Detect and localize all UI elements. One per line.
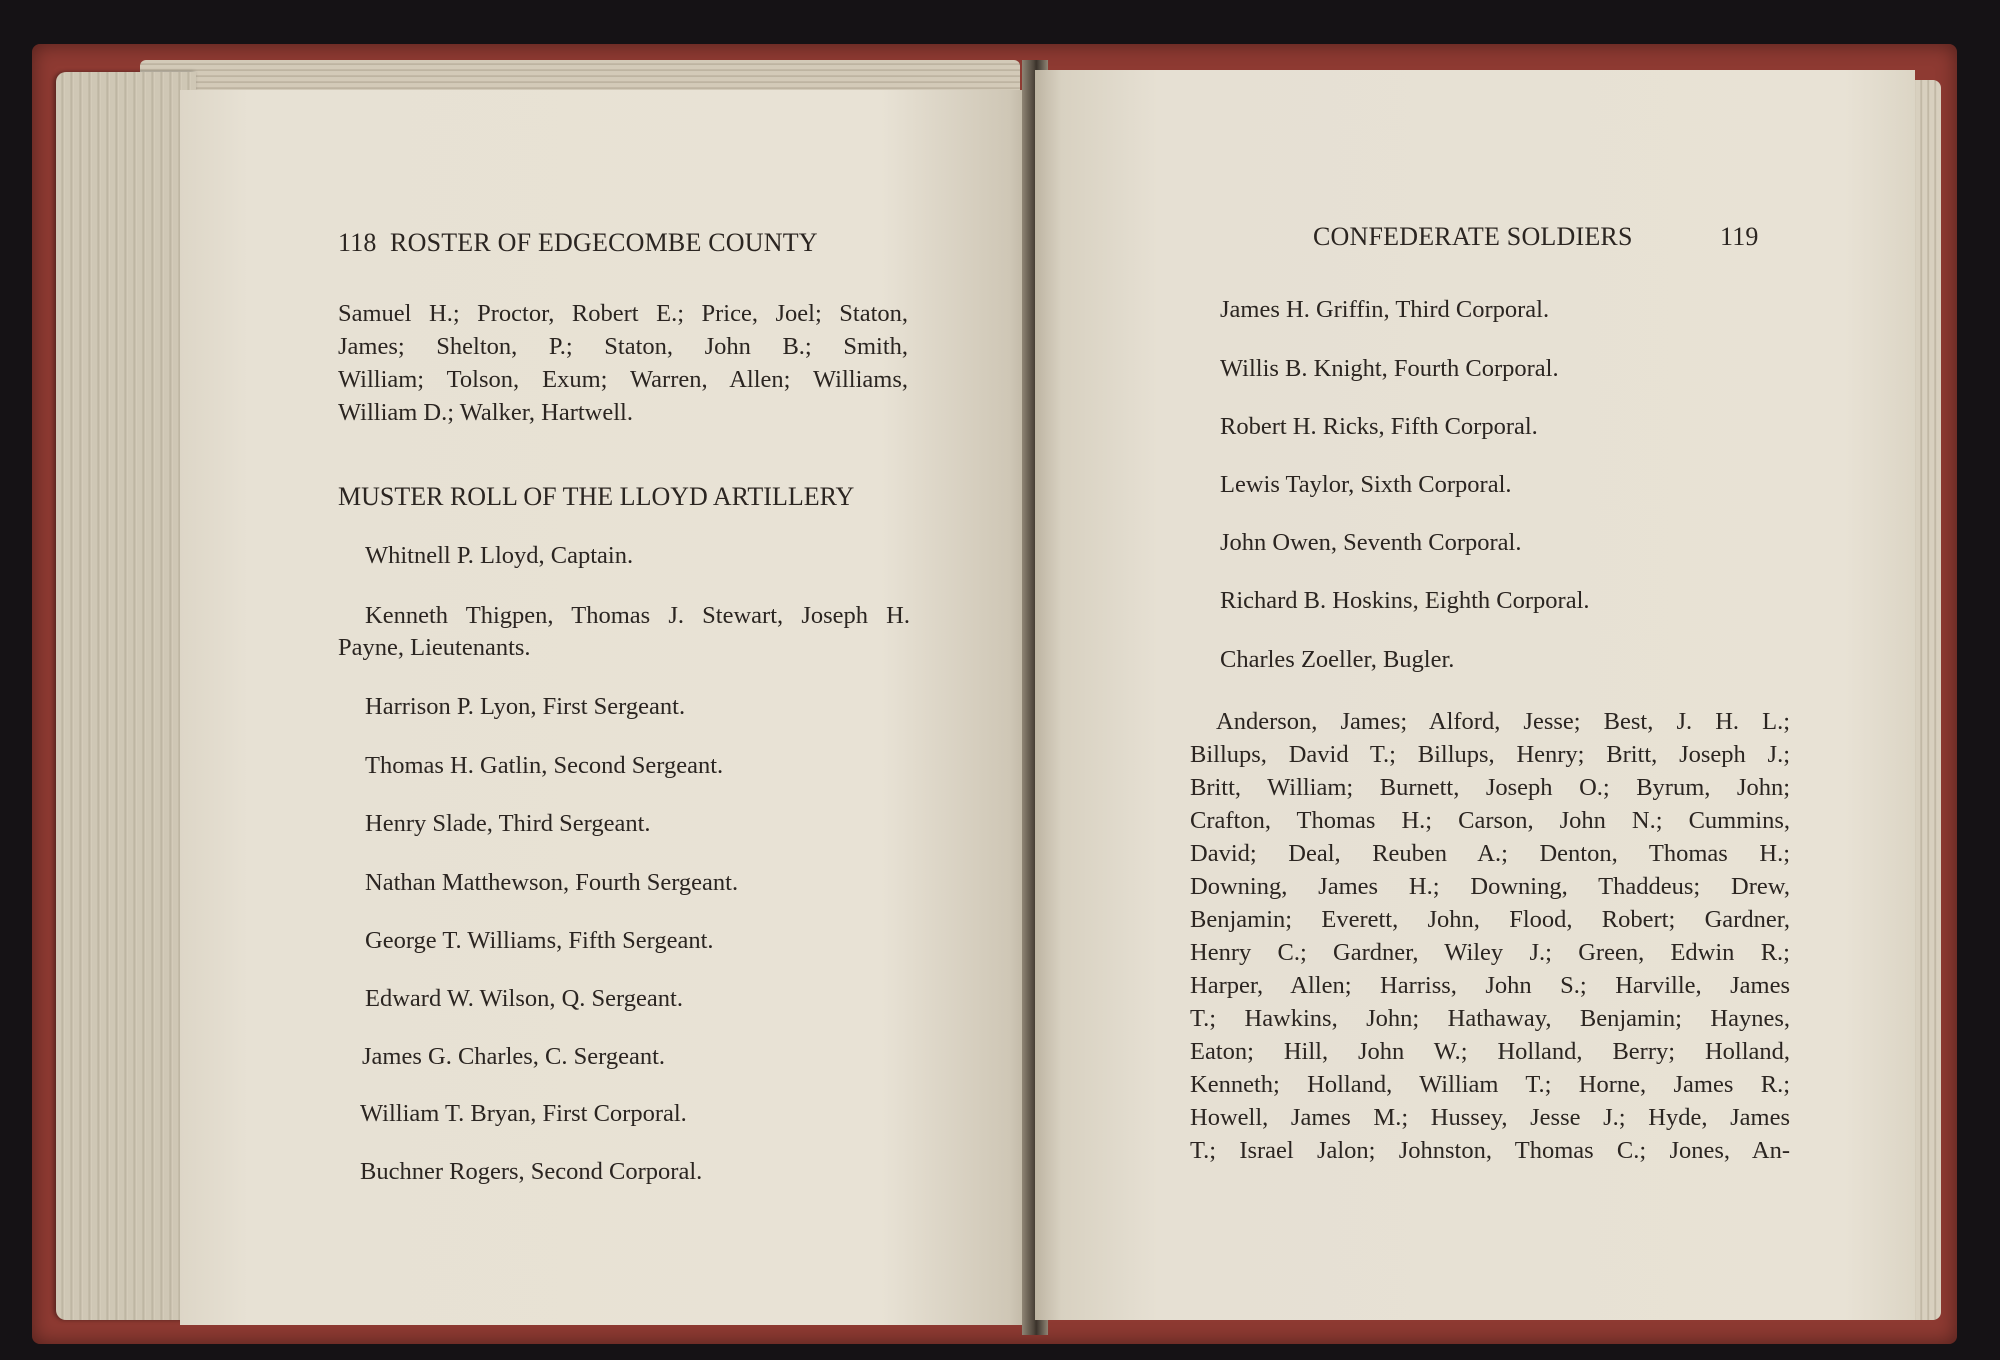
text-line: William D.; Walker, Hartwell. <box>338 399 633 426</box>
roster-entry: Robert H. Ricks, Fifth Corporal. <box>1220 413 1538 440</box>
roster-entry: Willis B. Knight, Fourth Corporal. <box>1220 355 1559 382</box>
roster-entry: Kenneth Thigpen, Thomas J. Stewart, Joseph H. <box>365 602 910 629</box>
roster-entry: Thomas H. Gatlin, Second Sergeant. <box>365 752 724 779</box>
roster-entry: Payne, Lieutenants. <box>338 634 531 661</box>
section-heading: MUSTER ROLL OF THE LLOYD ARTILLERY <box>338 482 855 511</box>
roster-entry: William T. Bryan, First Corporal. <box>360 1100 687 1127</box>
roster-entry: George T. Williams, Fifth Sergeant. <box>365 927 714 954</box>
text-line: T.; Israel Jalon; Johnston, Thomas C.; Jones, An- <box>1190 1137 1790 1164</box>
text-line: Henry C.; Gardner, Wiley J.; Green, Edwin R.; <box>1190 939 1790 966</box>
text-line: Britt, William; Burnett, Joseph O.; Byrum, John; <box>1190 774 1790 801</box>
text-line: Benjamin; Everett, John, Flood, Robert; Gardner, <box>1190 906 1790 933</box>
text-line: Howell, James M.; Hussey, Jesse J.; Hyde, James <box>1190 1104 1790 1131</box>
text-line: Samuel H.; Proctor, Robert E.; Price, Joel; Staton, <box>338 300 908 327</box>
left-page-number: 118 <box>338 228 377 257</box>
continuation-text <box>338 297 908 429</box>
roster-entry: John Owen, Seventh Corporal. <box>1220 529 1522 556</box>
roster-entry: Nathan Matthewson, Fourth Sergeant. <box>365 869 739 896</box>
text-line: Crafton, Thomas H.; Carson, John N.; Cummins, <box>1190 807 1790 834</box>
text-line: Anderson, James; Alford, Jesse; Best, J. H. L.; <box>1216 708 1790 735</box>
right-running-title: CONFEDERATE SOLDIERS <box>1313 222 1633 251</box>
left-running-title: ROSTER OF EDGECOMBE COUNTY <box>390 228 818 257</box>
text-line: William; Tolson, Exum; Warren, Allen; Williams, <box>338 366 908 393</box>
roster-entry: Richard B. Hoskins, Eighth Corporal. <box>1220 587 1590 614</box>
page-edges-left <box>56 72 196 1320</box>
text-line: James; Shelton, P.; Staton, John B.; Smith, <box>338 333 908 360</box>
right-page <box>1035 70 1915 1320</box>
text-line: Harper, Allen; Harriss, John S.; Harville, James <box>1190 972 1790 999</box>
roster-entry: Lewis Taylor, Sixth Corporal. <box>1220 471 1512 498</box>
roster-entry: Buchner Rogers, Second Corporal. <box>360 1158 703 1185</box>
text-line: T.; Hawkins, John; Hathaway, Benjamin; Haynes, <box>1190 1005 1790 1032</box>
roster-entry: Henry Slade, Third Sergeant. <box>365 810 651 837</box>
text-line: Downing, James H.; Downing, Thaddeus; Drew, <box>1190 873 1790 900</box>
text-line: Billups, David T.; Billups, Henry; Britt, Joseph J.; <box>1190 741 1790 768</box>
text-line: Kenneth; Holland, William T.; Horne, James R.; <box>1190 1071 1790 1098</box>
text-line: Eaton; Hill, John W.; Holland, Berry; Holland, <box>1190 1038 1790 1065</box>
left-running-head <box>338 228 818 258</box>
roster-entry: James H. Griffin, Third Corporal. <box>1220 296 1550 323</box>
roster-entry: James G. Charles, C. Sergeant. <box>362 1043 666 1070</box>
roster-entry: Harrison P. Lyon, First Sergeant. <box>365 693 686 720</box>
privates-list <box>1190 705 1790 1167</box>
roster-entry: Charles Zoeller, Bugler. <box>1220 646 1455 673</box>
roster-entry: Whitnell P. Lloyd, Captain. <box>365 542 634 569</box>
right-page-number: 119 <box>1720 222 1759 251</box>
left-page <box>180 90 1035 1325</box>
text-line: David; Deal, Reuben A.; Denton, Thomas H.; <box>1190 840 1790 867</box>
roster-entry: Edward W. Wilson, Q. Sergeant. <box>365 985 683 1012</box>
